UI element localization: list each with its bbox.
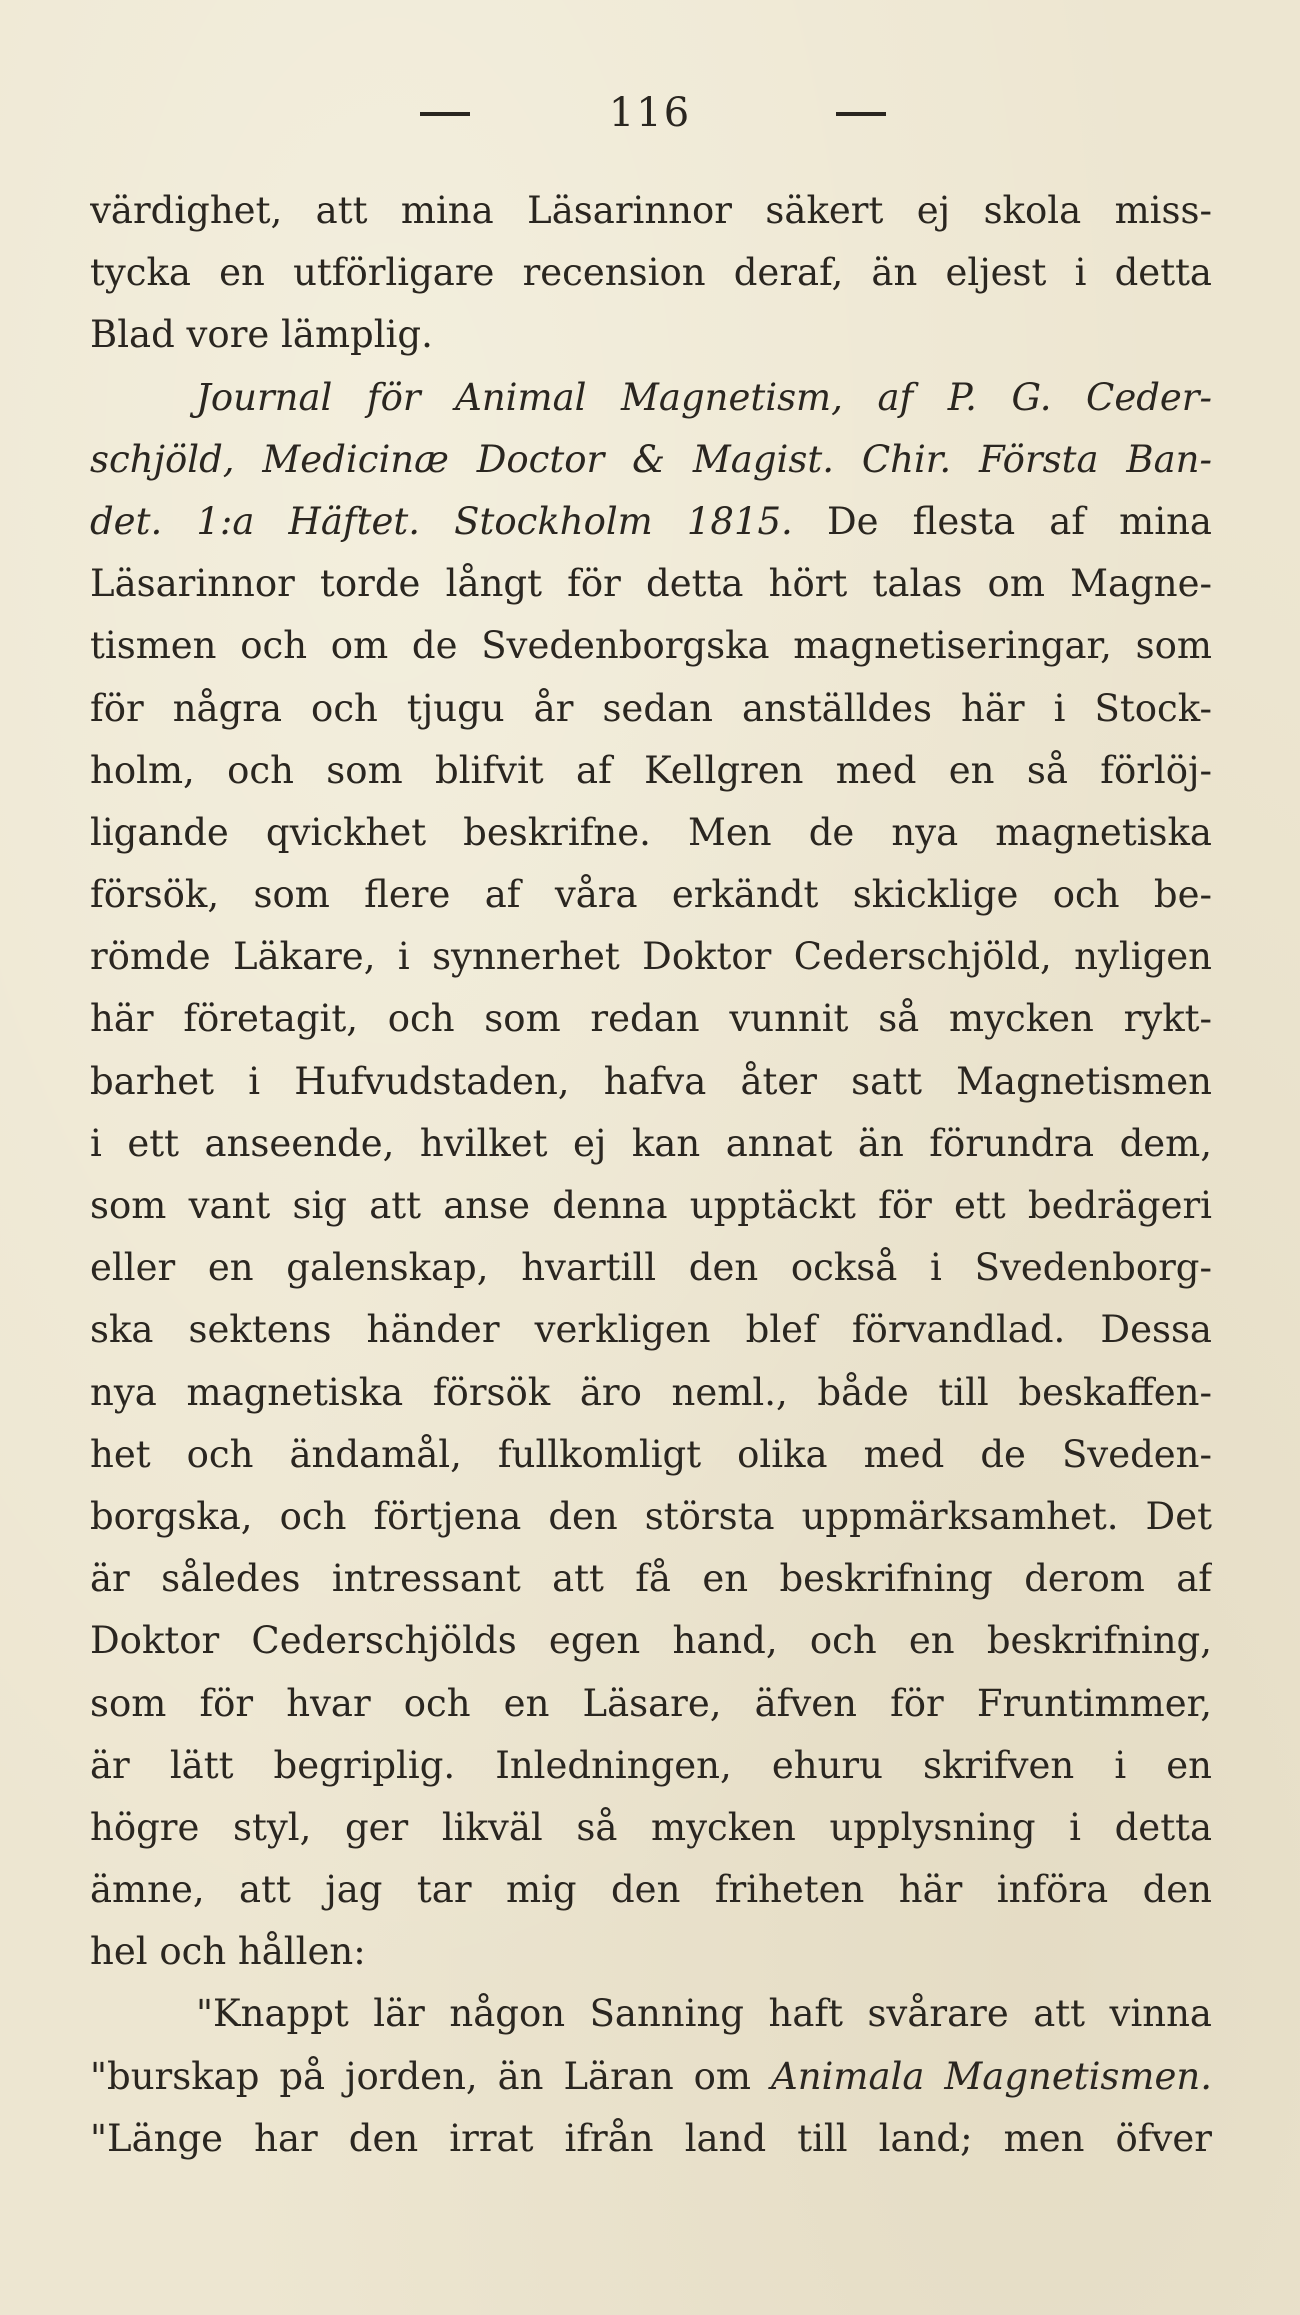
text-line xyxy=(90,615,1212,677)
text-segment: "burskap på jorden, än Läran om xyxy=(90,2054,771,2098)
text-line xyxy=(90,553,1212,615)
text-segment: här företagit, och som redan vunnit så mycken rykt- xyxy=(90,997,1212,1041)
text-segment: eller en galenskap, hvartill den också i Svedenborg- xyxy=(90,1246,1212,1290)
text-line xyxy=(90,429,1212,491)
text-segment: för några och tjugu år sedan anställdes här i Stock- xyxy=(90,686,1212,730)
text-segment: är således intressant att få en beskrifning derom af xyxy=(90,1557,1212,1601)
text-line xyxy=(90,926,1212,988)
text-segment: försök, som flere af våra erkändt skicklige och be- xyxy=(90,873,1212,917)
text-line xyxy=(90,1051,1212,1113)
text-line xyxy=(90,1299,1212,1361)
text-line xyxy=(90,740,1212,802)
text-line xyxy=(90,1983,1212,2045)
text-segment: De flesta af mina xyxy=(792,499,1212,543)
text-line xyxy=(90,2046,1212,2108)
text-segment: tismen och om de Svedenborgska magnetiseringar, som xyxy=(90,624,1212,668)
text-segment: borgska, och förtjena den största uppmärksamhet. Det xyxy=(90,1494,1212,1538)
body-text xyxy=(90,180,1212,2170)
text-segment: ligande qvickhet beskrifne. Men de nya magnetiska xyxy=(90,810,1212,854)
text-line xyxy=(90,1859,1212,1921)
text-line xyxy=(90,1113,1212,1175)
text-line xyxy=(90,864,1212,926)
text-line xyxy=(90,304,1212,366)
header-dash-right xyxy=(836,112,886,116)
text-segment: "Knappt lär någon Sanning haft svårare att vinna xyxy=(196,1992,1212,2036)
text-segment: ämne, att jag tar mig den friheten här införa den xyxy=(90,1868,1212,1912)
text-segment: barhet i Hufvudstaden, hafva åter satt Magnetismen xyxy=(90,1059,1212,1103)
text-line xyxy=(90,1175,1212,1237)
text-line xyxy=(90,1673,1212,1735)
text-line xyxy=(90,491,1212,553)
italic-text: schjöld, Medicinæ Doctor & Magist. Chir. Första Ban- xyxy=(90,437,1212,481)
page-number: 116 xyxy=(608,90,692,136)
text-line xyxy=(90,1797,1212,1859)
text-line xyxy=(90,1548,1212,1610)
text-segment: hel och hållen: xyxy=(90,1930,366,1974)
text-line xyxy=(90,1424,1212,1486)
text-line xyxy=(90,988,1212,1050)
text-segment: holm, och som blifvit af Kellgren med en så förlöj- xyxy=(90,748,1212,792)
text-segment: Blad vore lämplig. xyxy=(90,313,433,357)
text-segment: Doktor Cederschjölds egen hand, och en beskrifning, xyxy=(90,1619,1212,1663)
text-segment: tycka en utförligare recension deraf, än eljest i detta xyxy=(90,251,1212,295)
text-segment: ska sektens händer verkligen blef förvandlad. Dessa xyxy=(90,1308,1212,1352)
text-line xyxy=(90,1362,1212,1424)
text-line xyxy=(90,180,1212,242)
text-line xyxy=(90,2108,1212,2170)
text-segment: värdighet, att mina Läsarinnor säkert ej skola miss- xyxy=(90,189,1212,232)
text-segment: högre styl, ger likväl så mycken upplysning i detta xyxy=(90,1805,1212,1849)
text-line xyxy=(90,1237,1212,1299)
text-line xyxy=(90,1735,1212,1797)
text-segment: het och ändamål, fullkomligt olika med de Sveden- xyxy=(90,1432,1212,1476)
italic-text: det. 1:a Häftet. Stockholm 1815. xyxy=(90,499,793,543)
text-segment: Läsarinnor torde långt för detta hört talas om Magne- xyxy=(90,562,1212,606)
header-dash-left xyxy=(420,112,470,116)
italic-text: Animala Magnetismen. xyxy=(770,2054,1212,2098)
text-segment: som vant sig att anse denna upptäckt för ett bedrägeri xyxy=(90,1184,1212,1227)
text-line xyxy=(90,1486,1212,1548)
text-line xyxy=(90,1921,1212,1983)
text-line xyxy=(90,678,1212,740)
italic-text: Journal för Animal Magnetism, af P. G. Ceder- xyxy=(196,375,1212,419)
page-header xyxy=(0,88,1300,138)
text-segment: nya magnetiska försök äro neml., både till beskaffen- xyxy=(90,1370,1212,1414)
text-segment: som för hvar och en Läsare, äfven för Fruntimmer, xyxy=(90,1681,1212,1725)
text-line xyxy=(90,242,1212,304)
text-segment: "Länge har den irrat ifrån land till land; men öfver xyxy=(90,2116,1212,2160)
text-line xyxy=(90,1610,1212,1672)
text-segment: är lätt begriplig. Inledningen, ehuru skrifven i en xyxy=(90,1743,1212,1787)
text-segment: römde Läkare, i synnerhet Doktor Cederschjöld, nyligen xyxy=(90,935,1212,979)
text-segment: i ett anseende, hvilket ej kan annat än förundra dem, xyxy=(90,1121,1212,1165)
text-line xyxy=(90,802,1212,864)
text-line xyxy=(90,367,1212,429)
